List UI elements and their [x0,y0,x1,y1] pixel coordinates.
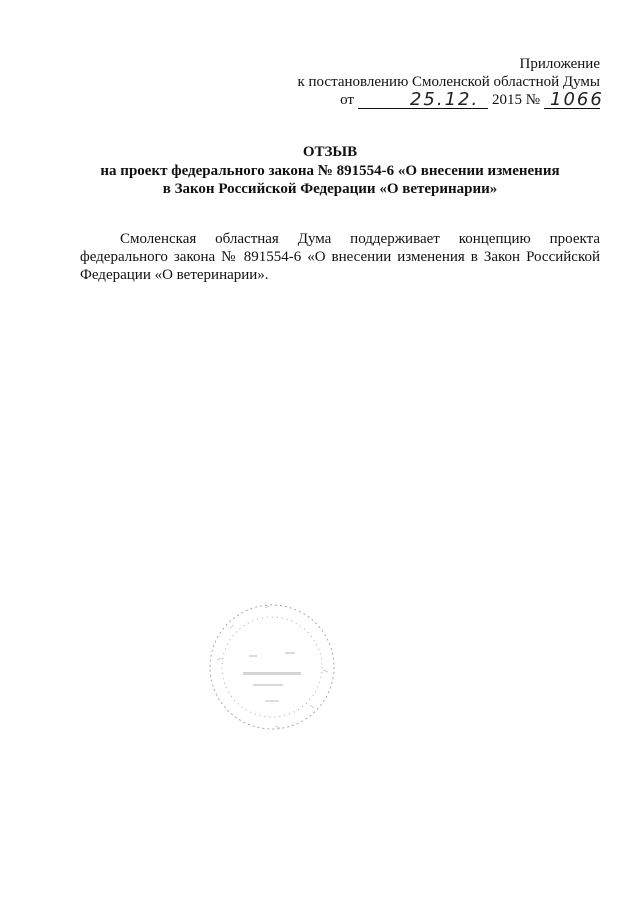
seal-stamp-icon [205,600,340,735]
date-prefix: от [340,92,354,108]
appendix-header [297,55,604,110]
appendix-date-line [297,89,604,110]
appendix-label: Приложение [519,56,600,72]
number-blank [544,89,604,110]
title-line-2: в Закон Российской Федерации «О ветеринарии» [162,181,498,197]
date-blank [358,89,488,110]
appendix-resolution-ref: к постановлению Смоленской областной Думы [297,74,600,90]
handwritten-date: 25.12. [409,89,480,110]
body-paragraph: Смоленская областная Дума поддерживает концепцию проекта федерального закона № 891554-6 «О внесении изменения в Закон Российской Федерации «О ветеринарии». [80,231,600,283]
handwritten-number: 1066 [550,89,604,110]
document-title [60,143,600,198]
year-number-label: 2015 № [491,92,540,108]
title-heading: ОТЗЫВ [302,144,358,160]
title-line-1: на проект федерального закона № 891554-6 «О внесении изменения [100,163,560,179]
